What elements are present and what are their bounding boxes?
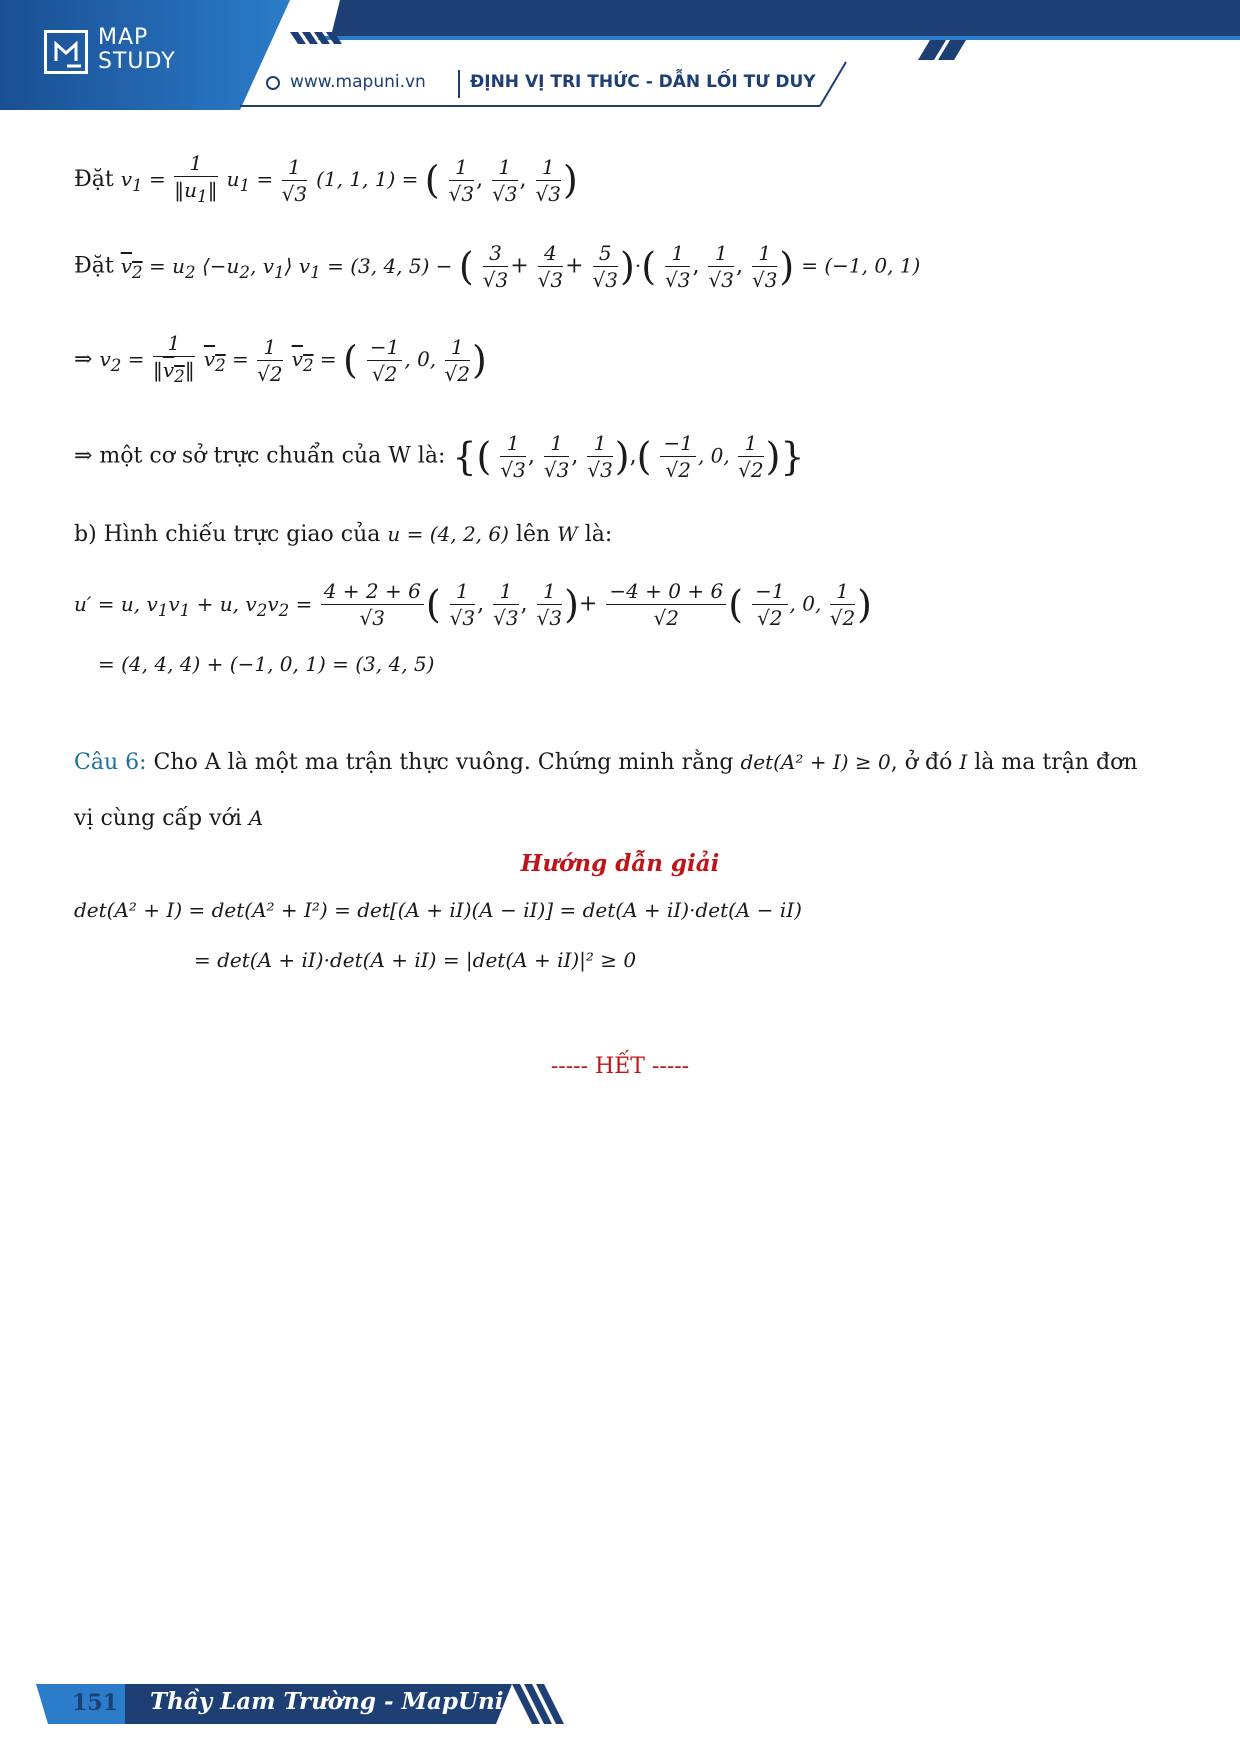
- slogan: ĐỊNH VỊ TRI THỨC - DẪN LỐI TƯ DUY: [470, 72, 816, 92]
- eq-v2-bar: Đặt $v_2 = u_2$ $⟨-u_2$, $v_1⟩$ $v_1 = (3$, 4, 5) − ( $\frac{3}{√3}$ + $\frac{4}{√3}$ + $\frac{5}{√3}$ )·( $\frac{1}{√3}$ , $\frac{1}{√3}$ , $\frac{1}{√3}$ ) = (−1, 0, 1): [74, 241, 921, 292]
- page-header: [0, 0, 1240, 110]
- eq-v2: ⇒ $v_2$ = $\frac{1}{‖v_2‖}$ $v_2$ = $\frac{1}{√2}$ $v_2$ = ( $\frac{-1}{√2}$ , 0, $\frac{1}{√2}$ ): [74, 331, 487, 386]
- question-6: Câu 6: Cho A là một ma trận thực vuông. Chứng minh rằng det(A² + I) ≥ 0, ở đó I là ma trận đơn: [74, 750, 1138, 775]
- eq-v1: Đặt $v_1$ = $\frac{1}{‖u_1‖}$ $u_1$ = $\frac{1}{√3}$ (1, 1, 1) = ( $\frac{1}{√3}$ , $\frac{1}{√3}$ , $\frac{1}{√3}$ ): [74, 151, 578, 206]
- eq-projection-result: = (4, 4, 4) + (−1, 0, 1) = (3, 4, 5): [98, 652, 435, 676]
- orthonormal-basis: ⇒ một cơ sở trực chuẩn của W là: {( $\frac{1}{√3}$ , $\frac{1}{√3}$ , $\frac{1}{√3}$ ),( $\frac{-1}{√2}$ , 0, $\frac{1}{√2}$ )}: [74, 431, 805, 482]
- question-label: Câu 6:: [74, 750, 147, 775]
- globe-icon: [266, 76, 280, 90]
- det-line-2: = det(A + iI)·det(A + iI) = |det(A + iI)|² ≥ 0: [194, 948, 637, 972]
- solution-heading: Hướng dẫn giải: [520, 850, 720, 877]
- page-number: 151: [72, 1690, 118, 1716]
- footer-author: Thầy Lam Trường - MapUni: [150, 1688, 504, 1715]
- det-line-1: det(A² + I) = det(A² + I²) = det[(A + iI)(A − iI)] = det(A + iI)·det(A − iI): [74, 898, 802, 922]
- question-6-cont: vị cùng cấp với A: [74, 806, 264, 831]
- header-divider: [458, 70, 460, 98]
- mapstudy-logo-icon: [44, 30, 88, 74]
- header-banner: [0, 0, 1240, 110]
- eq-projection: u′ = u, $v_1v_1 + u$, $v_2v_2$ = $\frac{4 + 2 + 6}{√3}$ ( $\frac{1}{√3}$ , $\frac{1}{√3}$ , $\frac{1}{√3}$ )+ $\frac{-4 + 0 + 6}{√2}$ ( $\frac{-1}{√2}$ , 0, $\frac{1}{√2}$ ): [74, 579, 872, 630]
- part-b-statement: b) Hình chiếu trực giao của u = (4, 2, 6) lên W là:: [74, 522, 613, 547]
- end-mark: ----- HẾT -----: [550, 1054, 690, 1079]
- website-link[interactable]: www.mapuni.vn: [290, 72, 426, 92]
- logo-text: MAP STUDY: [98, 25, 176, 74]
